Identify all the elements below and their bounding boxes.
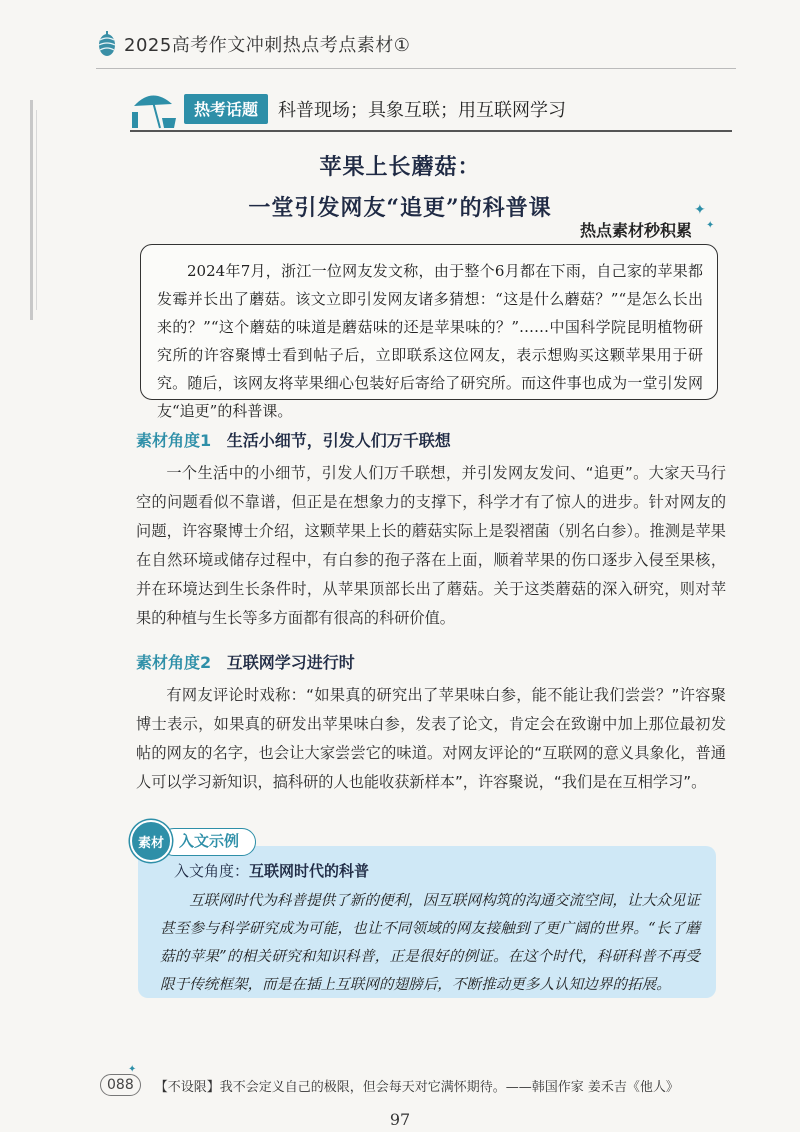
- example-body: 互联网时代为科普提供了新的便利，因互联网构筑的沟通交流空间，让大众见证甚至参与科学研究成为可能，也让不同领域的网友接触到了更广阔的世界。“长了蘑菇的苹果”的相关研究和知识科普，正是很好的例证。在这个时代，科研科普不再受限于传统框架，而是在插上互联网的翅膀后，不断推动更多人认知边界的拓展。: [160, 892, 700, 993]
- hot-topic-bar: [130, 88, 730, 130]
- angle-title: 生活小细节，引发人们万千联想: [226, 431, 451, 450]
- example-badge-label: 入文示例: [160, 828, 256, 856]
- angle-label: 素材角度2: [136, 653, 212, 672]
- angle-title: 互联网学习进行时: [226, 653, 355, 672]
- header-title: 2025高考作文冲刺热点考点素材①: [124, 35, 411, 56]
- sparkle-icon: ✦: [706, 220, 715, 231]
- material-angle-2: [136, 650, 726, 797]
- article-title: [0, 150, 800, 222]
- angle-heading: [136, 428, 726, 451]
- material-angle-1: [136, 428, 726, 633]
- page-number: 088: [100, 1074, 141, 1096]
- angle-heading: [136, 650, 726, 673]
- material-box: [140, 244, 718, 420]
- page-footer: [100, 1070, 740, 1100]
- example-box: [138, 846, 716, 998]
- hot-topic-list: 科普现场；具象互联；用互联网学习: [278, 100, 567, 121]
- angle-label: 素材角度1: [136, 431, 212, 450]
- sparkle-icon: ✦: [128, 1064, 137, 1075]
- example-badge-icon: 素材: [130, 820, 172, 862]
- footer-quote: 【不设限】我不会定义自己的极限，但会每天对它满怀期待。——韩国作家 姜禾吉《他人》: [154, 1079, 679, 1095]
- article-title-line1: 苹果上长蘑菇：: [319, 154, 481, 180]
- material-text: 2024年7月，浙江一位网友发文称，由于整个6月都在下雨，自己家的苹果都发霉并长出了蘑菇。该文立即引发网友诸多猜想：“这是什么蘑菇？”“是怎么长出来的？”“这个蘑菇的味道是蘑菇味的还是苹果味的？”……中国科学院昆明植物研究所的许容聚博士看到帖子后，立即联系这位网友，表示想购买这颗苹果用于研究。随后，该网友将苹果细心包装好后寄给了研究所。而这件事也成为一堂引发网友“追更”的科普课。: [157, 262, 703, 420]
- header-rule: [96, 68, 736, 69]
- example-head-title: 互联网时代的科普: [249, 862, 370, 880]
- pinecone-icon: [96, 30, 118, 58]
- angle-body: 一个生活中的小细节，引发人们万千联想，并引发网友发问、“追更”。大家天马行空的问题看似不靠谱，但正是在想象力的支撑下，科学才有了惊人的进步。针对网友的问题，许容聚博士介绍，这颗苹果上长的蘑菇实际上是裂褶菌（别名白参）。推测是苹果在自然环境或储存过程中，有白参的孢子落在上面，顺着苹果的伤口逐步入侵至果核，并在环境达到生长条件时，从苹果顶部长出了蘑菇。关于这类蘑菇的深入研究，则对苹果的种植与生长等多方面都有很高的科研价值。: [136, 464, 726, 627]
- scan-page-number: 97: [389, 1110, 411, 1129]
- section-tag: 热点素材秒积累: [579, 221, 692, 240]
- running-header: [96, 24, 410, 64]
- angle-body: 有网友评论时戏称：“如果真的研究出了苹果味白参，能不能让我们尝尝？”许容聚博士表示，如果真的研发出苹果味白参，发表了论文，肯定会在致谢中加上那位最初发帖的网友的名字，也会让大家尝尝它的味道。对网友评论的“互联网的意义具象化，普通人可以学习新知识，搞科研的人也能收获新样本”，许容聚说，“我们是在互相学习”。: [136, 686, 726, 791]
- example-heading: [174, 860, 700, 881]
- article-title-line2: 一堂引发网友“追更”的科普课: [248, 195, 552, 221]
- sparkle-icon: ✦: [694, 202, 706, 218]
- example-section: [130, 820, 716, 998]
- hot-topic-rule: [130, 130, 732, 132]
- beach-umbrella-icon: [130, 88, 180, 130]
- hot-topic-badge: 热考话题: [184, 94, 268, 124]
- example-head-label: 入文角度：: [174, 862, 250, 880]
